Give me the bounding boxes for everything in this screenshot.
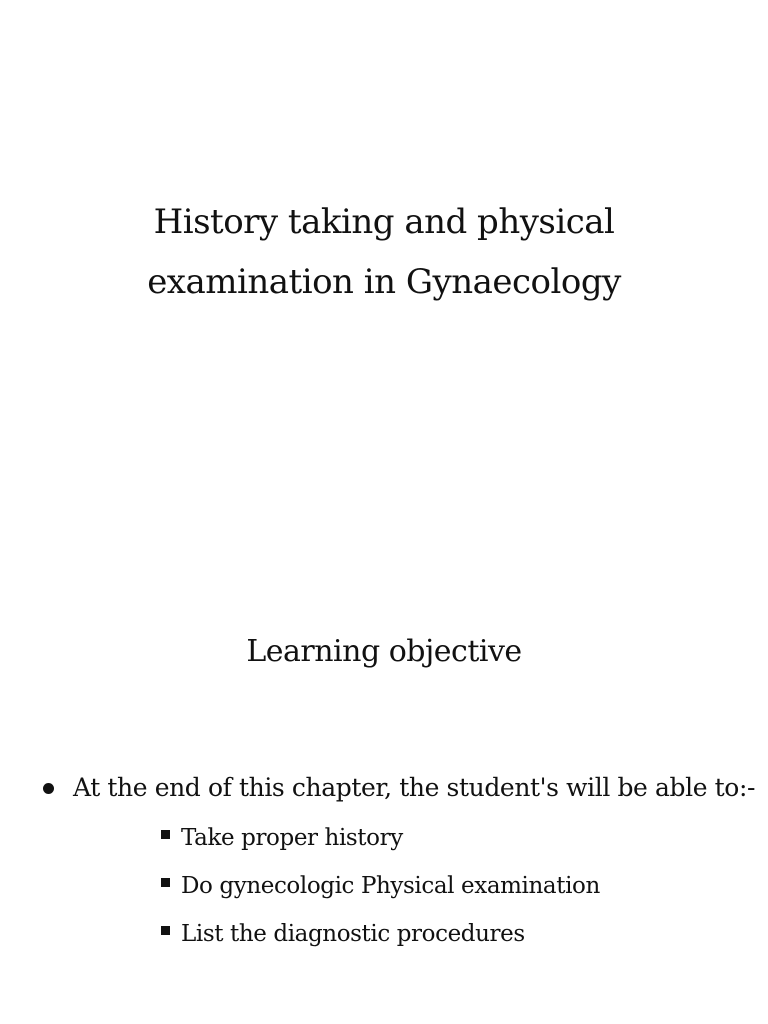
slide-title-line-1: History taking and physical: [153, 202, 615, 242]
section-title: Learning objective: [246, 634, 522, 669]
list-item: [0, 768, 768, 958]
slide-title-line-2: examination in Gynaecology: [147, 262, 621, 302]
sub-bullet-text: Take proper history: [181, 825, 403, 851]
list-item: [73, 862, 768, 910]
list-item: [73, 814, 768, 862]
objective-list: [0, 768, 768, 958]
bullet-text: At the end of this chapter, the student's will be able to:-: [73, 773, 756, 802]
bullet-square-icon: [161, 878, 170, 887]
bullet-square-icon: [161, 830, 170, 839]
bullet-dot-icon: [43, 783, 54, 794]
sub-bullet-text: Do gynecologic Physical examination: [181, 873, 600, 899]
learning-objective-slide: [0, 580, 768, 1024]
sub-bullet-text: List the diagnostic procedures: [181, 921, 525, 947]
bullet-square-icon: [161, 926, 170, 935]
slide-title: [0, 192, 768, 312]
sub-list: [73, 814, 768, 958]
list-item: [73, 910, 768, 958]
